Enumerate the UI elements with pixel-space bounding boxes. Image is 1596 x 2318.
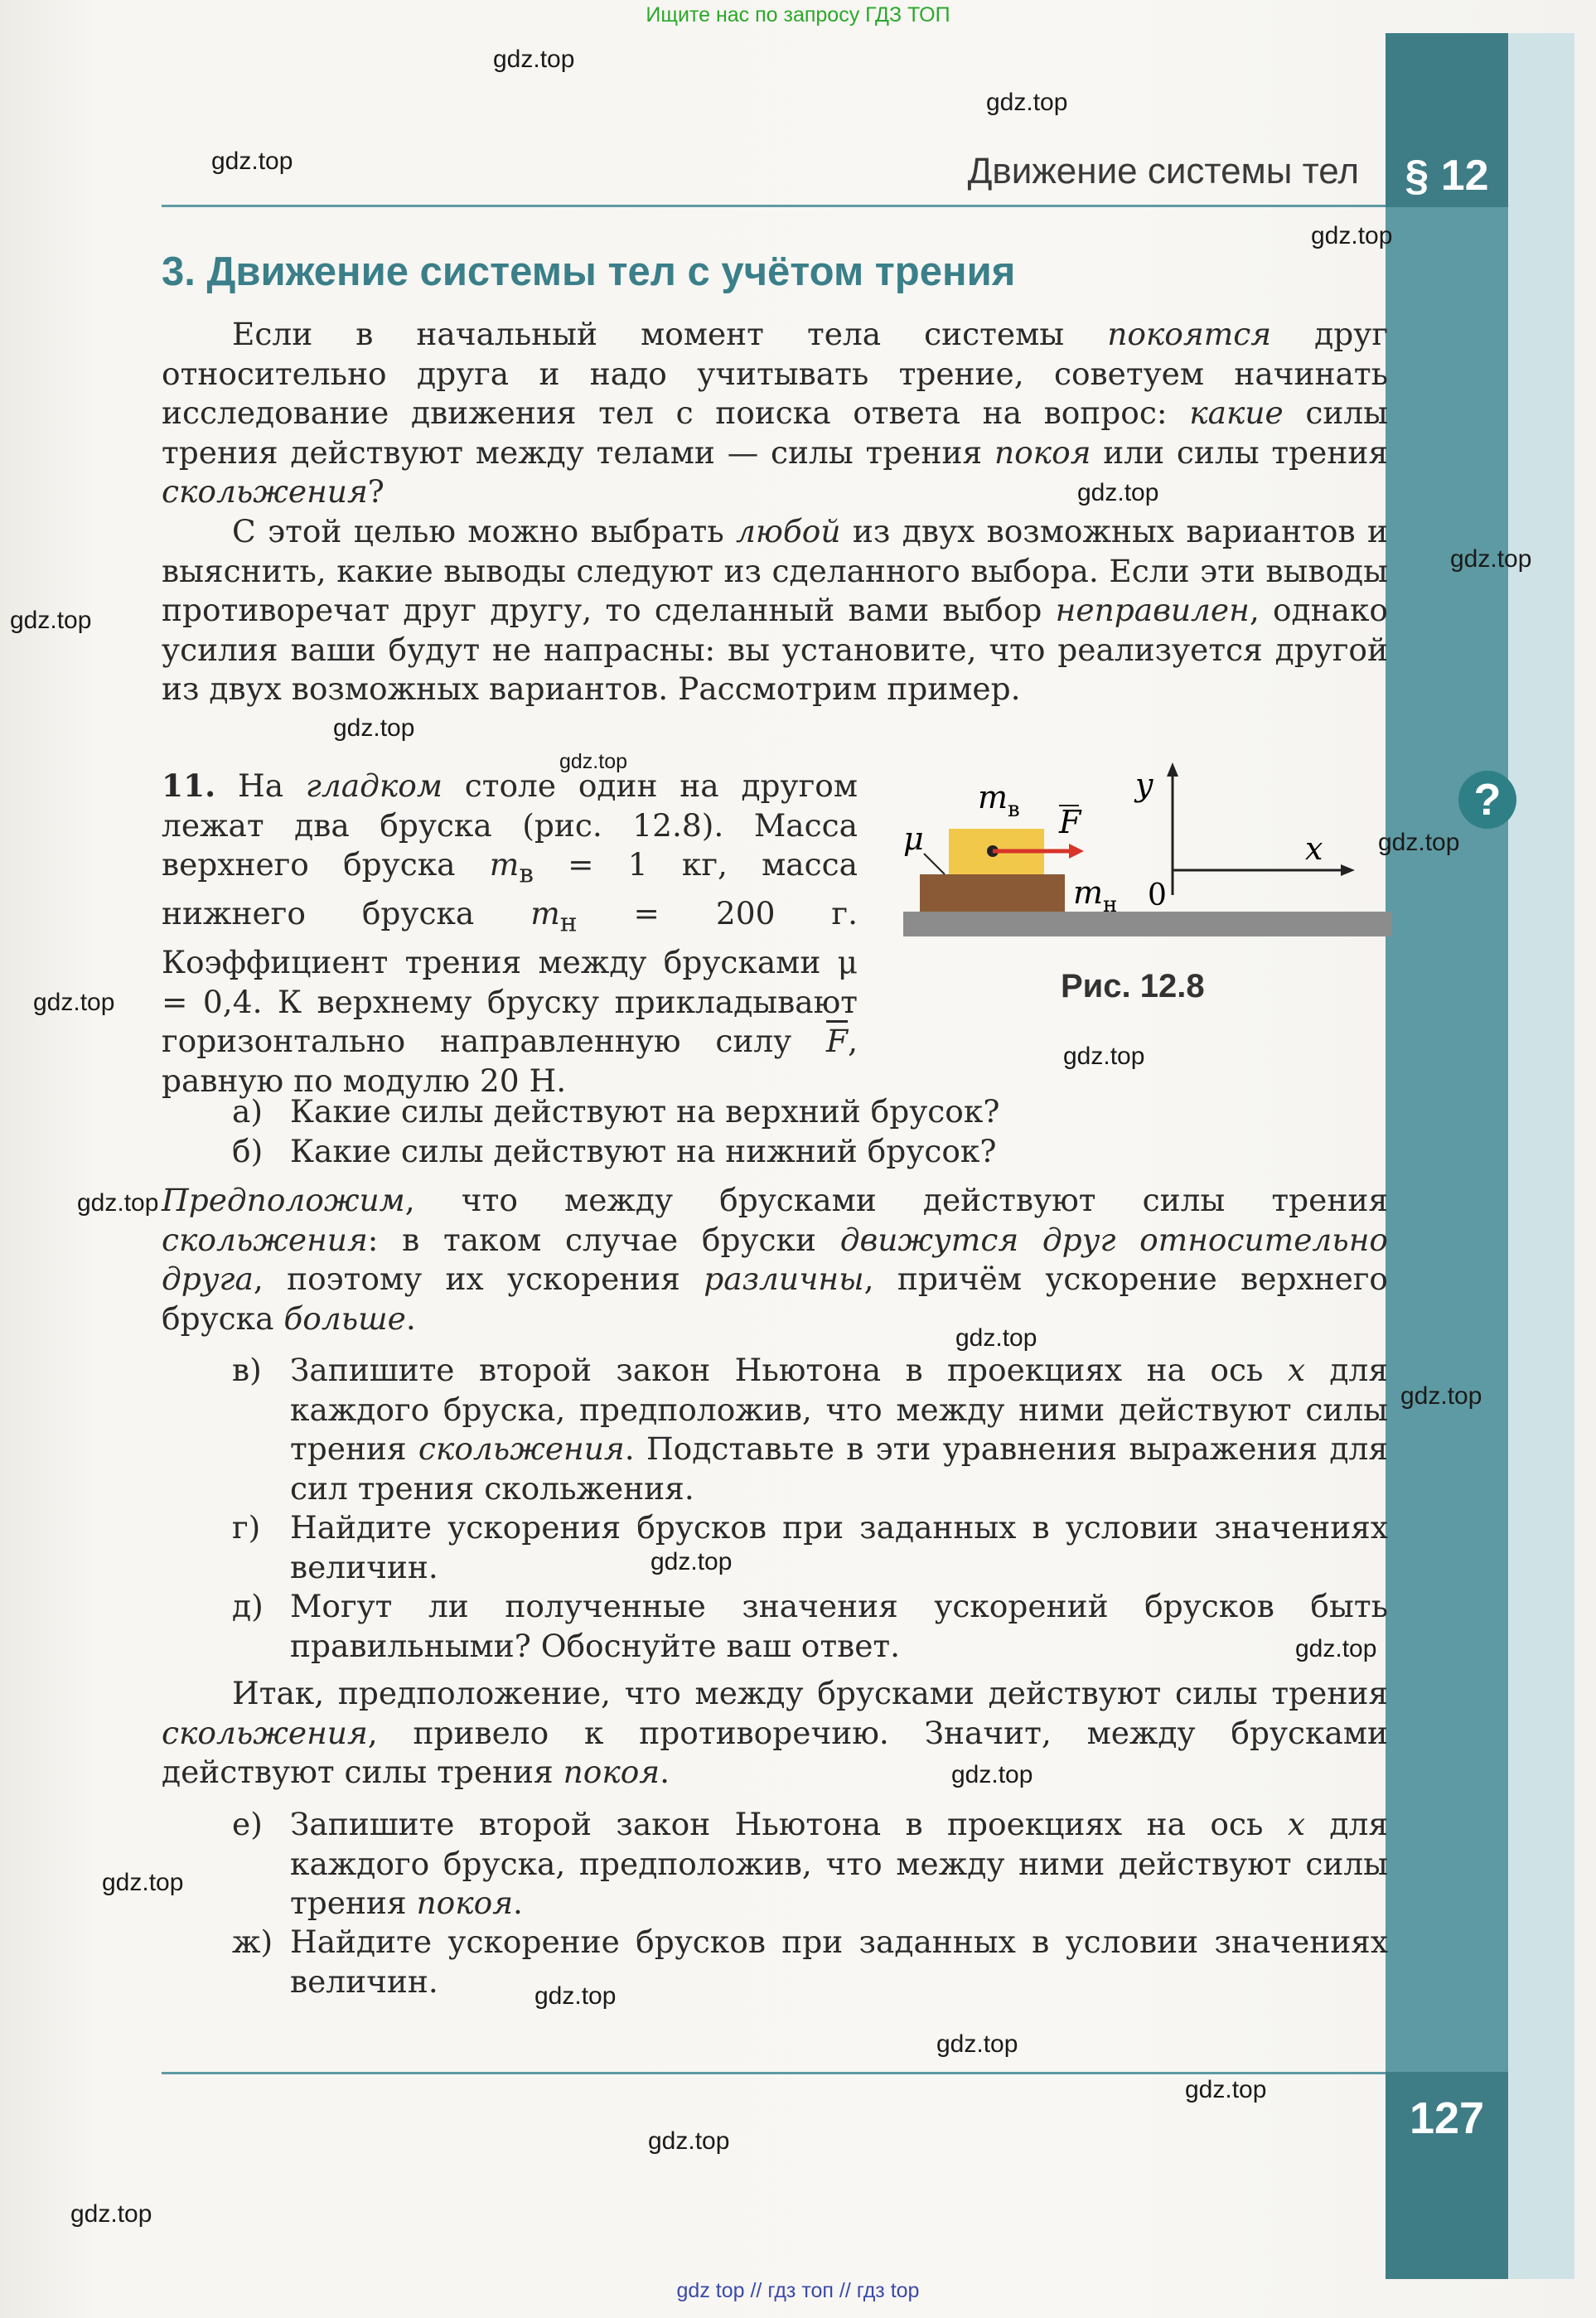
y-axis-arrowhead bbox=[1167, 762, 1178, 777]
label-mu: μ bbox=[903, 820, 924, 857]
paragraph-method: С этой целью можно выбрать любой из двух возможных вариантов и выяснить, какие выводы следуют из сделанного выбора. Если эти выводы противоречат друг другу, то сделанный вами выбор неправилен, однако усилия ваши будут не напрасны: вы установите, что реализуется другой из двух возможных вариантов. Рассмотрим пример. bbox=[162, 513, 1389, 707]
label-F: F bbox=[1059, 804, 1081, 840]
watermark: gdz.top bbox=[211, 148, 293, 175]
watermark: gdz.top bbox=[1077, 479, 1159, 506]
watermark: gdz.top bbox=[936, 2030, 1018, 2058]
watermark: gdz.top bbox=[10, 607, 92, 634]
problem-number: 11. bbox=[162, 767, 216, 804]
paragraph-intro: Если в начальный момент тела системы покоятся друг относительно друга и надо учитывать трение, советуем начинать исследование движения тел с поиска ответа на вопрос: какие силы трения действуют между телами — силы трения покоя или силы трения скольжения? bbox=[162, 316, 1389, 510]
watermark: gdz.top bbox=[1063, 1043, 1145, 1070]
side-band-light bbox=[1508, 33, 1574, 2279]
watermark: gdz.top bbox=[77, 1189, 159, 1217]
watermark: gdz.top bbox=[1400, 1382, 1482, 1410]
running-header-title: Движение системы тел bbox=[967, 151, 1359, 191]
watermark: gdz.top bbox=[1311, 222, 1393, 249]
watermark: gdz.top bbox=[650, 1548, 733, 1575]
question-g: г) Найдите ускорения брусков при заданных в условии значениях величин. bbox=[232, 1509, 1388, 1585]
question-a: а) Какие силы действуют на верхний брусок? bbox=[232, 1093, 1000, 1130]
watermark: gdz.top bbox=[70, 2200, 152, 2228]
footer-rule bbox=[162, 2072, 1386, 2074]
watermark: gdz.top bbox=[648, 2127, 730, 2155]
watermark: gdz.top bbox=[333, 714, 415, 742]
label-y: y bbox=[1135, 767, 1153, 803]
table-surface bbox=[903, 912, 1392, 936]
bottom-block bbox=[920, 874, 1065, 912]
header-rule bbox=[162, 205, 1386, 207]
top-banner[interactable]: Ищите нас по запросу ГДЗ ТОП bbox=[646, 3, 950, 27]
bottom-banner[interactable]: gdz top // гдз топ // гдз top bbox=[676, 2279, 920, 2302]
section-heading: 3. Движение системы тел с учётом трения bbox=[162, 249, 1016, 294]
watermark: gdz.top bbox=[1378, 829, 1460, 856]
section-badge: § 12 bbox=[1405, 152, 1489, 200]
question-v: в) Запишите второй закон Ньютона в проекциях на ось x для каждого бруска, предположив, что между ними действуют силы трения скольжения. Подставьте в эти уравнения выражения для сил трения скольжения. bbox=[232, 1352, 1388, 1507]
watermark: gdz.top bbox=[951, 1761, 1033, 1788]
paragraph-conclusion: Итак, предположение, что между брусками действуют силы трения скольжения, привело к противоречию. Значит, между брусками действуют силы трения покоя. bbox=[162, 1675, 1388, 1790]
mu-pointer bbox=[924, 854, 945, 874]
label-m-bottom: $m_н$ bbox=[1073, 874, 1118, 917]
watermark: gdz.top bbox=[1450, 545, 1532, 573]
x-axis-arrowhead bbox=[1341, 864, 1355, 876]
watermark: gdz.top bbox=[986, 89, 1068, 116]
figure-caption: Рис. 12.8 bbox=[1061, 968, 1205, 1004]
page-number: 127 bbox=[1409, 2093, 1485, 2143]
watermark: gdz.top bbox=[1185, 2076, 1267, 2103]
paragraph-assumption: Предположим, что между брусками действуют силы трения скольжения: в таком случае бруски движутся друг относительно друга, поэтому их ускорения различны, причём ускорение верхнего бруска больше. bbox=[162, 1182, 1389, 1337]
force-arrowhead bbox=[1069, 844, 1084, 859]
question-d: д) Могут ли полученные значения ускорений брусков быть правильными? Обоснуйте ваш ответ. bbox=[232, 1588, 1388, 1664]
watermark: gdz.top bbox=[955, 1324, 1037, 1352]
label-x: x bbox=[1305, 830, 1323, 867]
watermark: gdz.top bbox=[493, 46, 575, 73]
label-m-top: $m_в$ bbox=[978, 779, 1020, 822]
watermark: gdz.top bbox=[33, 989, 115, 1016]
side-band bbox=[1386, 33, 1508, 2279]
problem-statement: 11. На гладком столе один на другом лежат два бруска (рис. 12.8). Масса верхнего бруска $m_в = 1$ кг, масса нижнего бруска $m_н = 200$ г. Коэффициент трения между брусками μ = 0,4. К верхнему бруску прикладывают горизонтально направленную силу $\overline{F}$, равную по модулю 20 Н. bbox=[162, 767, 858, 1099]
label-origin: 0 bbox=[1148, 878, 1167, 912]
question-zh: ж) Найдите ускорение брусков при заданных в условии значениях величин. bbox=[232, 1924, 1388, 2000]
question-mark-icon: ? bbox=[1458, 771, 1516, 829]
watermark: gdz.top bbox=[1295, 1635, 1377, 1662]
question-b: б) Какие силы действуют на нижний брусок? bbox=[232, 1133, 997, 1169]
question-e: е) Запишите второй закон Ньютона в проекциях на ось x для каждого бруска, предположив, что между ними действуют силы трения покоя. bbox=[232, 1806, 1388, 1921]
watermark: gdz.top bbox=[559, 750, 628, 773]
watermark: gdz.top bbox=[534, 1982, 617, 2010]
watermark: gdz.top bbox=[102, 1869, 184, 1896]
